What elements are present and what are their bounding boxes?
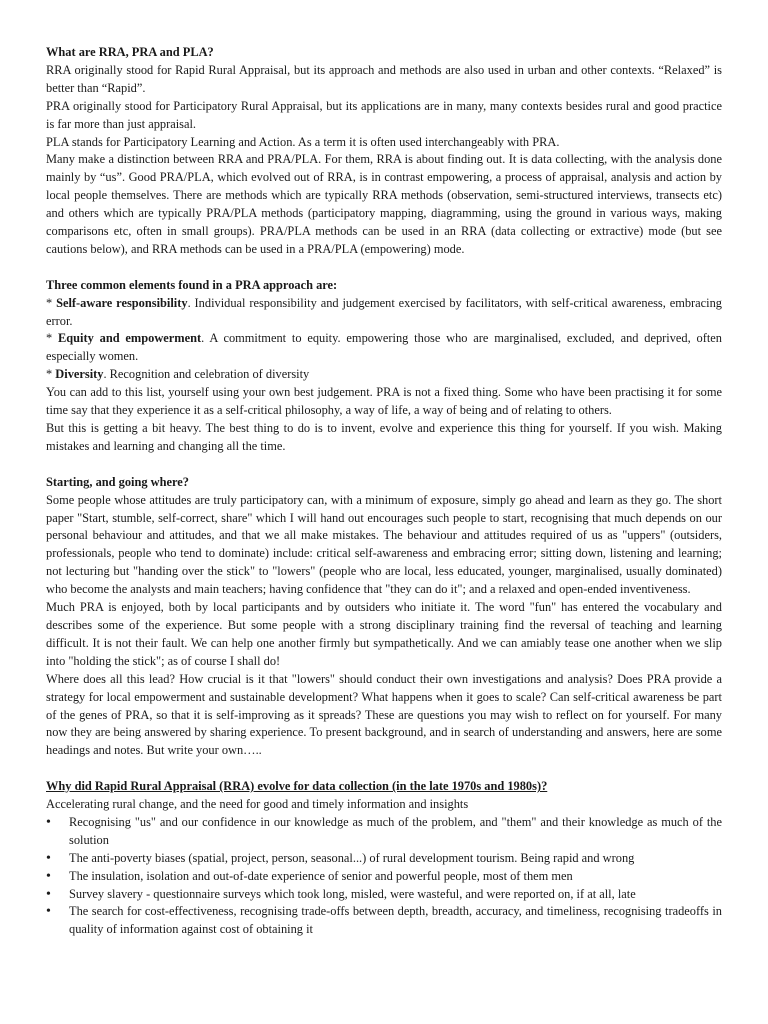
- spacer: [46, 456, 722, 474]
- element-marker: *: [46, 367, 56, 382]
- element-term: Self-aware responsibility: [56, 295, 188, 310]
- paragraph: Much PRA is enjoyed, both by local participants and by outsiders who initiate it. The word "fun" has entered the vocabulary and describes some of the experience. But some people with a strong disciplinary training find the reversal of teaching and learning difficult. It is not their fault. We can help one another firmly but sympathetically. And we can amiably tease one another when we slip into "holding the stick"; as of course I shall do!: [46, 600, 722, 668]
- list-item: [46, 850, 722, 868]
- bullet-icon: •: [46, 868, 51, 884]
- paragraph: You can add to this list, yourself using your own best judgement. PRA is not a fixed thing. Some who have been practising it for some time say that they experience it as a self-critical philosophy, a way of life, a way of being and of relating to others.: [46, 385, 722, 418]
- section-heading-common-elements: Three common elements found in a PRA approach are:: [46, 277, 338, 292]
- bullet-icon: •: [46, 850, 51, 866]
- paragraph: PLA stands for Participatory Learning and Action. As a term it is often used interchangeably with PRA.: [46, 134, 560, 149]
- element-text: . Recognition and celebration of diversity: [103, 367, 310, 382]
- element-item: [46, 366, 722, 384]
- section-heading-starting: Starting, and going where?: [46, 474, 189, 489]
- element-marker: *: [46, 331, 59, 346]
- element-text: . A commitment to equity. empowering those who are marginalised, excluded, and deprived, often especially women.: [46, 331, 722, 364]
- bullet-icon: •: [46, 904, 51, 920]
- document-page: [46, 44, 722, 939]
- list-item-text: Recognising "us" and our confidence in our knowledge as much of the problem, and "them" and their knowledge as much of the solution: [69, 814, 722, 847]
- paragraph: Some people whose attitudes are truly participatory can, with a minimum of exposure, simply go ahead and learn as they go. The short paper "Start, stumble, self-correct, share" which I will hand out encourages such people to start, recognising that much depends on our personal behaviour and attitudes, and that we all make mistakes. The behaviour and attitudes required of us as "uppers" (outsiders, professionals, people who tend to dominate) include: critical self-awareness and embracing error; sitting down, listening and learning; not lecturing but "handing over the stick" to "lowers" (people who are local, less educated, younger, marginalised, usually dominated) who become the analysts and main teachers; having confidence that "they can do it"; and a relaxed and open-ended inventiveness.: [46, 492, 722, 597]
- paragraph: But this is getting a bit heavy. The best thing to do is to invent, evolve and experience this thing for yourself. If you wish. Making mistakes and learning and changing all the time.: [46, 421, 722, 453]
- spacer: [46, 760, 722, 778]
- list-item: [46, 886, 722, 904]
- paragraph: Where does all this lead? How crucial is it that "lowers" should conduct their own investigations and analysis? Does PRA provide a strategy for local empowerment and sustainable development? What happens when it goes to scale? Can self-critical awareness be part of the genes of PRA, so that it is self-improving as it spreads? These are questions you may wish to reflect on for yourself. For many now they are being answered by sharing experience. To present background, and in search of understanding and answers, here are some headings and notes. But write your own…..: [46, 671, 722, 758]
- paragraph: RRA originally stood for Rapid Rural Appraisal, but its approach and methods are also used in urban and other contexts. “Relaxed” is better than “Rapid”.: [46, 62, 722, 95]
- spacer: [46, 259, 722, 277]
- list-item-text: The search for cost-effectiveness, recognising trade-offs between depth, breadth, accuracy, and timeliness, recognising tradeoffs in quality of information against cost of obtaining it: [69, 904, 722, 937]
- paragraph: PRA originally stood for Participatory Rural Appraisal, but its applications are in many, many contexts besides rural and good practice is far more than just appraisal.: [46, 98, 722, 131]
- section-heading-why-rra: Why did Rapid Rural Appraisal (RRA) evolve for data collection (in the late 1970s and 1980s)?: [46, 779, 548, 794]
- section-intro: Accelerating rural change, and the need for good and timely information and insights: [46, 797, 469, 812]
- bullet-list: [46, 814, 722, 939]
- element-term: Equity and empowerment: [58, 331, 202, 346]
- section-heading-rra-pra-pla: What are RRA, PRA and PLA?: [46, 45, 214, 59]
- list-item-text: The insulation, isolation and out-of-date experience of senior and powerful people, most of them men: [69, 868, 573, 883]
- bullet-icon: •: [46, 886, 51, 902]
- element-item: [46, 330, 722, 366]
- list-item-text: Survey slavery - questionnaire surveys which took long, misled, were wasteful, and were reported on, if at all, late: [69, 886, 636, 901]
- list-item: [46, 868, 722, 886]
- list-item: [46, 903, 722, 939]
- list-item-text: The anti-poverty biases (spatial, project, person, seasonal...) of rural development tourism. Being rapid and wrong: [69, 850, 635, 865]
- element-text: . Individual responsibility and judgement exercised by facilitators, with self-critical awareness, embracing error.: [46, 295, 722, 328]
- paragraph: Many make a distinction between RRA and PRA/PLA. For them, RRA is about finding out. It is data collecting, with the analysis done mainly by “us”. Good PRA/PLA, which evolved out of RRA, is in contrast empowering, a process of appraisal, analysis and action by local people themselves. There are methods which are typically RRA methods (observation, semi-structured interviews, transects etc) and others which are typically PRA/PLA methods (participatory mapping, diagramming, using the ground in various ways, making comparisons etc, often in small groups). PRA/PLA methods can be used in an RRA (data collecting or extractive) mode (but see cautions below), and RRA methods can be used in a PRA/PLA (empowering) mode.: [46, 152, 722, 256]
- bullet-icon: •: [46, 814, 51, 830]
- element-term: Diversity: [55, 367, 104, 382]
- list-item: [46, 814, 722, 850]
- element-marker: *: [46, 295, 57, 310]
- element-item: [46, 295, 722, 331]
